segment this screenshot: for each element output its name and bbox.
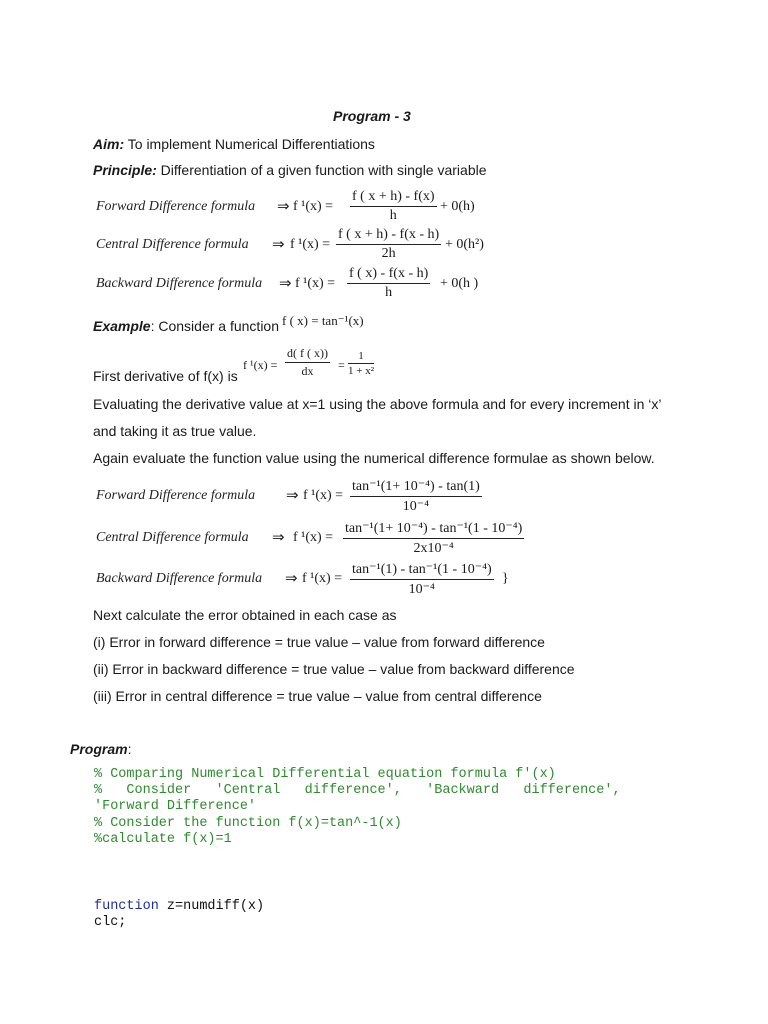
- implies-arrow: ⇒: [272, 530, 285, 546]
- forward-formula-label: Forward Difference formula: [96, 199, 256, 214]
- code-function-line: [94, 899, 264, 914]
- page-title: Program - 3: [333, 108, 411, 124]
- forward-formula-den: h: [389, 208, 397, 223]
- aim-label: Aim:: [93, 136, 125, 152]
- backward-formula-num: f ( x) - f(x - h): [349, 266, 429, 281]
- code-keyword: function: [94, 899, 159, 914]
- paragraph: and taking it as true value.: [93, 423, 257, 439]
- forward-formula2-num: tan⁻¹(1+ 10⁻⁴) - tan(1): [352, 479, 480, 494]
- paragraph: Evaluating the derivative value at x=1 using the above formula and for every increment in ‘x’: [93, 396, 662, 412]
- backward-formula2-num: tan⁻¹(1) - tan⁻¹(1 - 10⁻⁴): [352, 562, 492, 577]
- code-comment: 'Forward Difference': [94, 799, 257, 814]
- backward-formula-den: h: [385, 285, 393, 300]
- error-item: (iii) Error in central difference = true value – value from central difference: [93, 688, 542, 704]
- example-text: : Consider a function: [150, 318, 279, 334]
- implies-arrow: ⇒: [277, 199, 290, 215]
- first-derivative-den: dx: [301, 364, 314, 378]
- forward-formula-lhs: f ¹(x) =: [293, 199, 334, 214]
- first-derivative-fraction-2: [348, 350, 374, 377]
- central-formula-rhs: + 0(h²): [445, 237, 484, 252]
- error-item: (i) Error in forward difference = true value – value from forward difference: [93, 634, 545, 650]
- central-formula2-den: 2x10⁻⁴: [413, 541, 454, 556]
- backward-formula2-den: 10⁻⁴: [408, 582, 435, 597]
- central-formula-den: 2h: [381, 246, 396, 261]
- forward-formula2-den: 10⁻⁴: [402, 499, 430, 514]
- paragraph: Again evaluate the function value using the numerical difference formulae as shown below.: [93, 450, 655, 466]
- code-comment: % Consider the function f(x)=tan^-1(x): [94, 816, 402, 831]
- aim-line: [93, 136, 375, 152]
- first-derivative-text: First derivative of f(x) is: [93, 368, 238, 384]
- principle-line: [93, 162, 487, 178]
- forward-formula-num: f ( x + h) - f(x): [352, 189, 435, 204]
- central-formula2-lhs: f ¹(x) =: [293, 530, 334, 545]
- backward-formula-rhs: + 0(h ): [440, 276, 479, 291]
- error-item: (ii) Error in backward difference = true value – value from backward difference: [93, 661, 575, 677]
- program-label: Program: [70, 741, 128, 757]
- program-heading: [70, 741, 131, 757]
- first-derivative-den2: 1 + x²: [348, 365, 375, 377]
- central-formula-fraction: [336, 227, 441, 262]
- central-formula2-fraction: [343, 520, 524, 557]
- forward-formula2-fraction: [350, 478, 482, 515]
- code-comment: % Comparing Numerical Differential equation formula f'(x): [94, 767, 556, 782]
- first-derivative-num: d( f ( x)): [287, 346, 328, 360]
- central-formula2-num: tan⁻¹(1+ 10⁻⁴) - tan⁻¹(1 - 10⁻⁴): [345, 521, 523, 536]
- code-function-signature: z=numdiff(x): [158, 899, 265, 914]
- forward-formula-rhs: + 0(h): [440, 199, 475, 214]
- forward-formula-fraction: [350, 189, 437, 224]
- backward-formula-fraction: [347, 266, 430, 301]
- backward-formula2-fraction: [350, 561, 494, 598]
- first-derivative-fraction: [285, 346, 330, 379]
- first-derivative-eq: =: [338, 358, 345, 372]
- backward-formula2-label: Backward Difference formula: [96, 571, 263, 586]
- backward-formula2-lhs: f ¹(x) =: [302, 571, 343, 586]
- implies-arrow: ⇒: [286, 488, 299, 504]
- code-comment: % Consider 'Central difference', 'Backward difference',: [94, 783, 621, 798]
- example-line: [93, 318, 279, 334]
- example-function: f ( x) = tan⁻¹(x): [282, 313, 364, 328]
- implies-arrow: ⇒: [285, 571, 298, 587]
- central-formula2-label: Central Difference formula: [96, 530, 249, 545]
- aim-text: To implement Numerical Differentiations: [124, 136, 375, 152]
- central-formula-lhs: f ¹(x) =: [290, 237, 331, 252]
- principle-label: Principle:: [93, 162, 157, 178]
- program-colon: :: [127, 741, 132, 757]
- central-formula-num: f ( x + h) - f(x - h): [338, 227, 440, 242]
- implies-arrow: ⇒: [272, 237, 285, 253]
- backward-formula2-rhs: }: [502, 571, 509, 586]
- backward-formula-lhs: f ¹(x) =: [295, 276, 336, 291]
- code-line: clc;: [94, 915, 127, 930]
- error-intro: Next calculate the error obtained in each case as: [93, 607, 397, 623]
- code-comment: %calculate f(x)=1: [94, 832, 232, 847]
- central-formula-label: Central Difference formula: [96, 237, 249, 252]
- forward-formula2-lhs: f ¹(x) =: [303, 488, 344, 503]
- first-derivative-num2: 1: [358, 350, 364, 362]
- implies-arrow: ⇒: [279, 276, 292, 292]
- backward-formula-label: Backward Difference formula: [96, 276, 263, 291]
- principle-text: Differentiation of a given function with single variable: [156, 162, 487, 178]
- first-derivative-lhs: f ¹(x) =: [243, 358, 278, 372]
- forward-formula2-label: Forward Difference formula: [96, 488, 256, 503]
- example-label: Example: [93, 318, 151, 334]
